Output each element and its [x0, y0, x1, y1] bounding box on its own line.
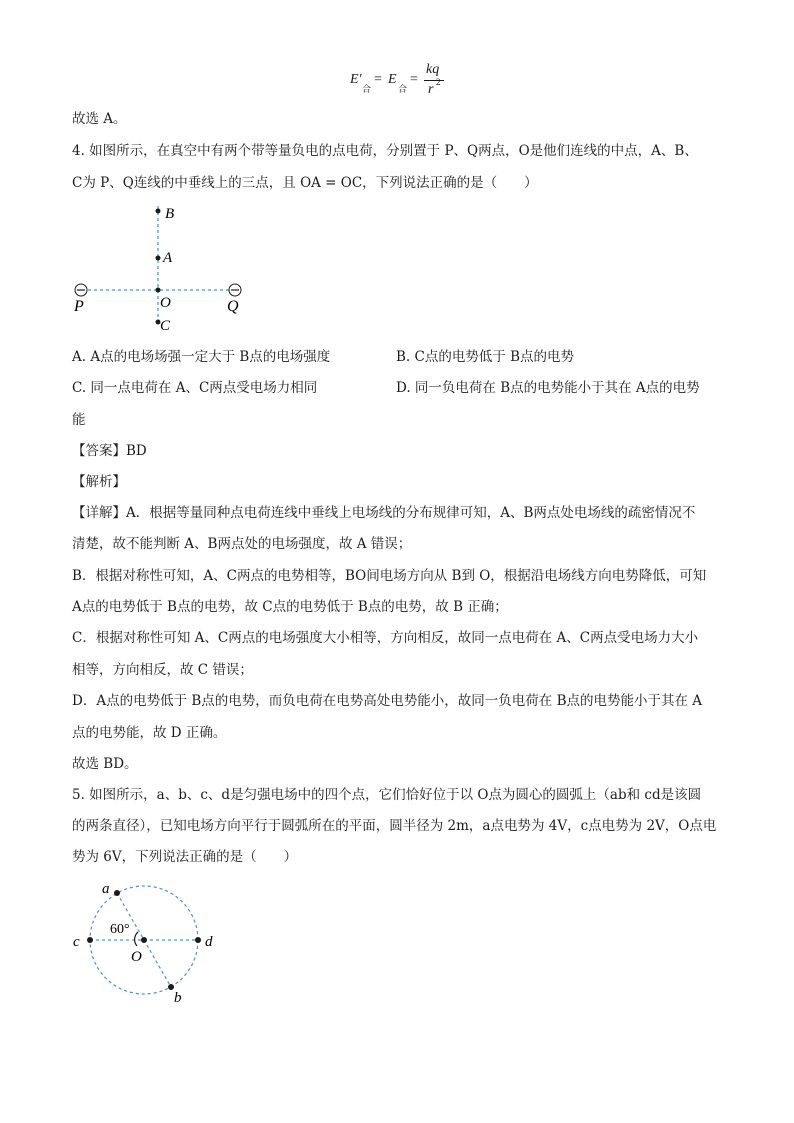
q4-analysis-tag: 【解析】 — [72, 474, 126, 490]
answer-tag: 【答案】 — [72, 443, 126, 459]
formula-fraction-bar — [424, 80, 444, 81]
point-d — [195, 937, 201, 943]
q4-detail-line1: 【详解】A．根据等量同种点电荷连线中垂线上电场线的分布规律可知，A、B两点处电场线的疏密情况不 — [72, 505, 696, 521]
q4-detail-line2: 清楚，故不能判断 A、B两点处的电场强度，故 A 错误； — [72, 536, 412, 552]
formula-eq-1: = — [374, 72, 382, 87]
q5-figure — [68, 874, 228, 1009]
formula-sub-2: 合 — [398, 84, 408, 94]
q4-option-d: D. 同一负电荷在 B点的电势能小于其在 A点的电势 — [396, 380, 700, 396]
point-o — [156, 288, 161, 293]
point-c — [87, 937, 93, 943]
q4-detail-line5: C．根据对称性可知 A、C两点的电场强度大小相等，方向相反，故同一点电荷在 A、C两点受电场力大小 — [72, 630, 699, 646]
point-a — [156, 256, 161, 261]
formula-lhs: E′ — [350, 72, 362, 87]
q4-option-d-cont: 能 — [72, 412, 86, 428]
label-o: O — [160, 295, 171, 311]
label-c: c — [73, 934, 80, 950]
label-d: d — [205, 934, 213, 950]
q4-detail-line4: A点的电势低于 B点的电势，故 C点的电势低于 B点的电势，故 B 正确； — [72, 599, 508, 615]
label-b: b — [174, 990, 182, 1006]
label-p: P — [74, 298, 84, 315]
formula-exponent: 2 — [436, 77, 441, 87]
formula-numerator: kq — [426, 62, 440, 77]
q4-stem-line2: C为 P、Q连线的中垂线上的三点，且 OA = OC，下列说法正确的是（ ） — [72, 175, 538, 191]
label-q: Q — [227, 298, 239, 315]
q5-stem-line3: 势为 6V，下列说法正确的是（ ） — [72, 849, 298, 865]
q4-detail-line8: 点的电势能，故 D 正确。 — [72, 725, 227, 741]
q4-answer — [72, 441, 147, 461]
q4-option-c: C. 同一点电荷在 A、C两点受电场力相同 — [72, 380, 318, 396]
point-a — [114, 890, 120, 896]
label-b: B — [165, 206, 175, 222]
angle-arc — [135, 932, 138, 946]
formula-sub-1: 合 — [362, 84, 372, 94]
q4-detail-line7: D．A点的电势低于 B点的电势，而负电荷在电势高处电势能小，故同一负电荷在 B点的电势能小于其在 A — [72, 693, 703, 709]
q4-detail-line3: B．根据对称性可知，A、C两点的电势相等，BO间电场方向从 B到 O，根据沿电场线方向电势降低，可知 — [72, 568, 707, 584]
label-c: C — [160, 318, 171, 334]
q4-figure — [68, 198, 258, 338]
formula-denominator: r — [428, 82, 434, 97]
label-a: A — [163, 250, 173, 266]
point-b — [156, 209, 161, 214]
label-a: a — [102, 881, 110, 897]
formula-eq-2: = — [410, 72, 418, 87]
q5-stem-line1: 5. 如图所示，a、b、c、d是匀强电场中的四个点，它们恰好位于以 O点为圆心的圆弧上（ab和 cd是该圆 — [72, 787, 702, 803]
prev-conclusion: 故选 A。 — [72, 111, 127, 127]
q4-detail-line6: 相等，方向相反，故 C 错误； — [72, 662, 253, 678]
q4-stem-line1: 4. 如图所示，在真空中有两个带等量负电的点电荷，分别置于 P、Q两点，O是他们连线的中点，A、B、 — [72, 143, 698, 159]
q4-conclusion: 故选 BD。 — [72, 756, 138, 772]
answer-value: BD — [126, 443, 147, 459]
label-o: O — [131, 949, 142, 965]
formula-mid: E — [388, 72, 397, 87]
label-angle: 60° — [110, 922, 130, 937]
point-o — [141, 937, 147, 943]
q5-stem-line2: 的两条直径），已知电场方向平行于圆弧所在的平面，圆半径为 2m，a点电势为 4V，c点电势为 2V，O点电 — [72, 818, 717, 834]
q4-option-a: A. A点的电场场强一定大于 B点的电场强度 — [72, 349, 331, 365]
q4-option-b: B. C点的电势低于 B点的电势 — [396, 349, 575, 365]
formula-field-strength — [348, 60, 458, 104]
